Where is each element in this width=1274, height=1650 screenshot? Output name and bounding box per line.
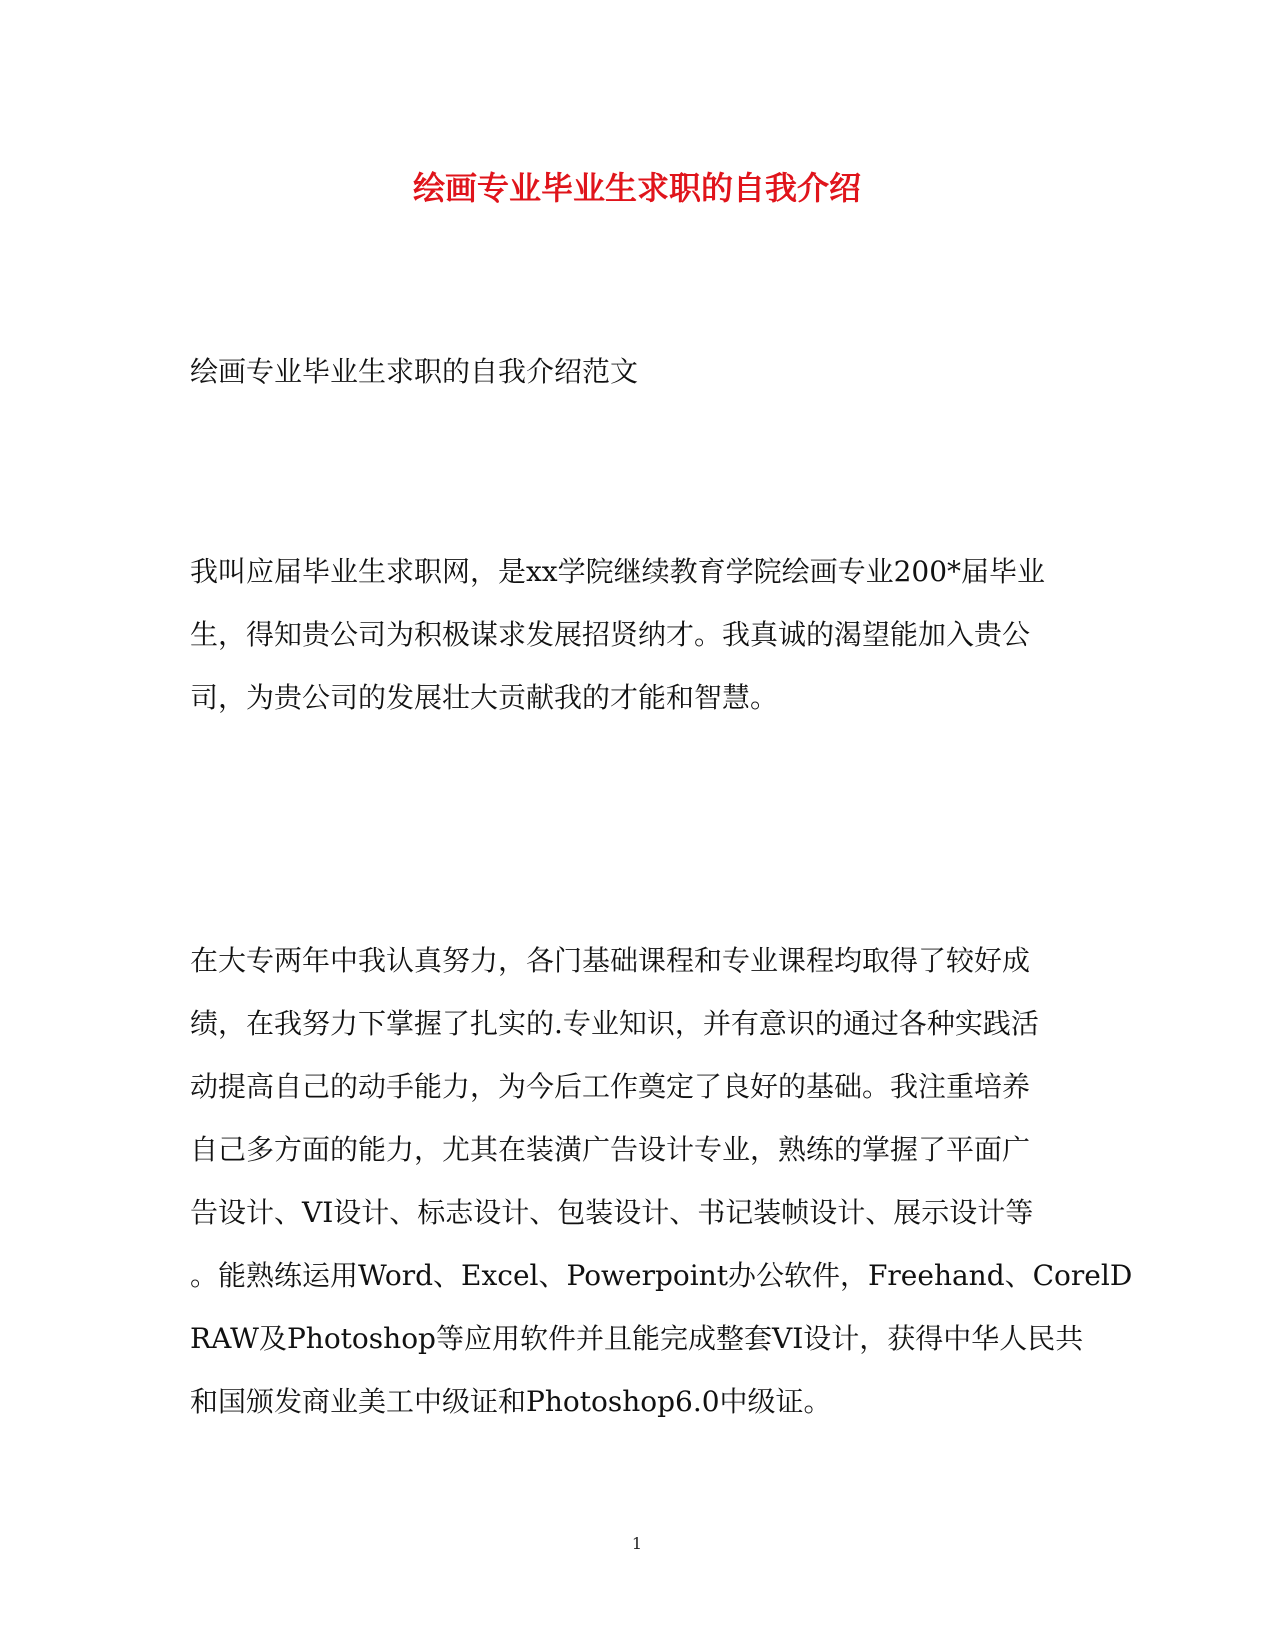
paragraph-line: 和国颁发商业美工中级证和Photoshop6.0中级证。: [190, 1385, 832, 1418]
page-title: 绘画专业毕业生求职的自我介绍: [412, 169, 861, 207]
paragraph-line: 告设计、VI设计、标志设计、包装设计、书记装帧设计、展示设计等: [190, 1196, 1034, 1229]
paragraph-line: 绩，在我努力下掌握了扎实的.专业知识，并有意识的通过各种实践活: [190, 1007, 1039, 1040]
paragraph-skills: [190, 929, 1133, 1433]
paragraph-line: 在大专两年中我认真努力，各门基础课程和专业课程均取得了较好成: [190, 944, 1031, 977]
paragraph-line: 我叫应届毕业生求职网，是xx学院继续教育学院绘画专业200*届毕业: [190, 555, 1046, 588]
paragraph-intro: [190, 540, 1090, 729]
page-number: 1: [631, 1534, 643, 1553]
paragraph-line: RAW及Photoshop等应用软件并且能完成整套VI设计，获得中华人民共: [190, 1322, 1084, 1355]
document-subtitle: 绘画专业毕业生求职的自我介绍范文: [190, 355, 639, 388]
paragraph-line: 。能熟练运用Word、Excel、Powerpoint办公软件，Freehand、CorelD: [190, 1259, 1133, 1292]
paragraph-line: 动提高自己的动手能力，为今后工作奠定了良好的基础。我注重培养: [190, 1070, 1031, 1103]
paragraph-line: 司，为贵公司的发展壮大贡献我的才能和智慧。: [190, 681, 779, 714]
paragraph-line: 自己多方面的能力，尤其在装潢广告设计专业，熟练的掌握了平面广: [190, 1133, 1031, 1166]
paragraph-line: 生，得知贵公司为积极谋求发展招贤纳才。我真诚的渴望能加入贵公: [190, 618, 1031, 651]
